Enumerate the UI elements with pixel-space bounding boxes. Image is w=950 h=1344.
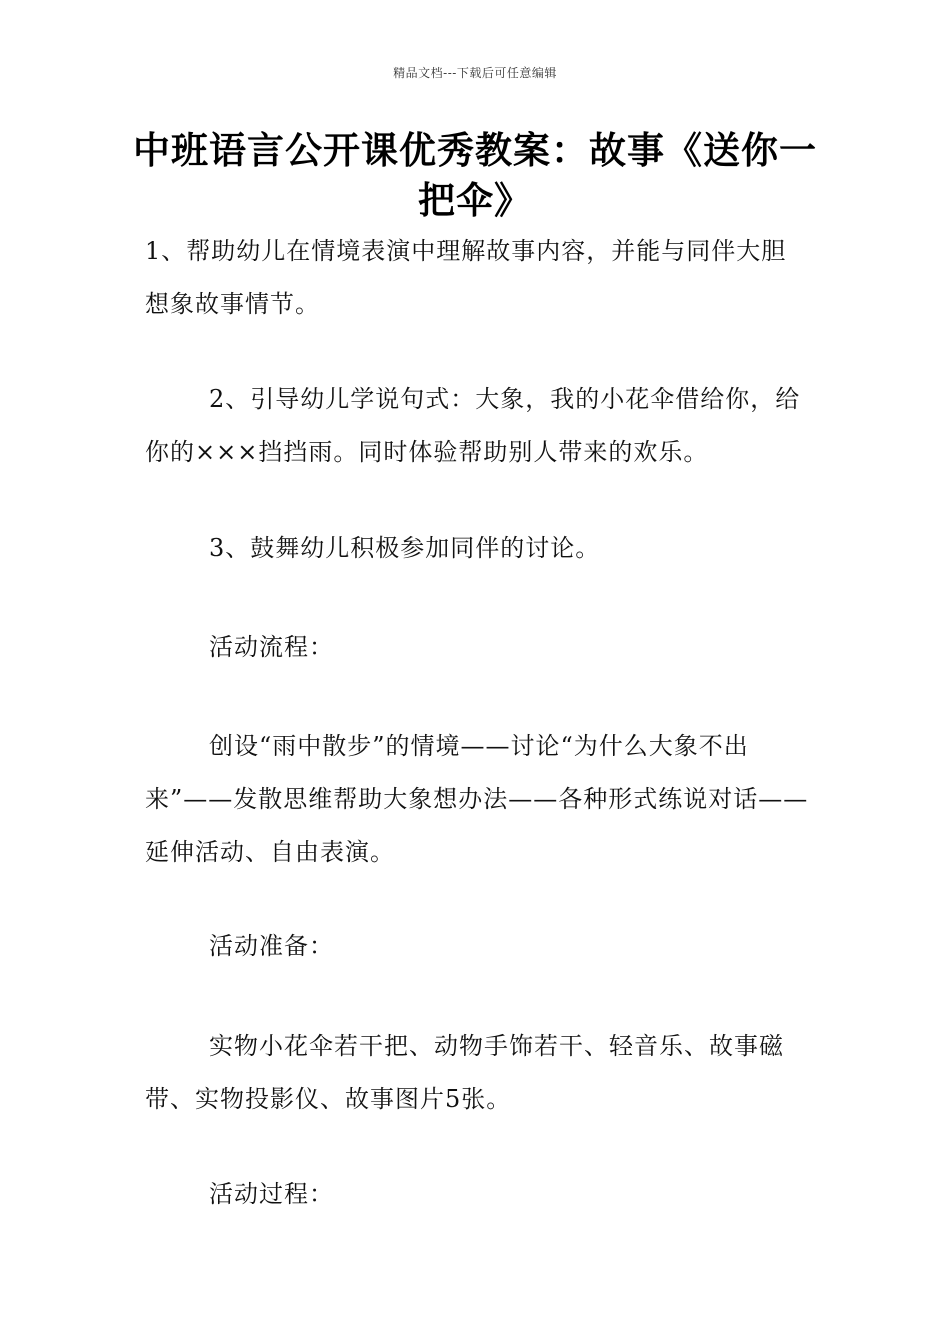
flow-description: 创设“雨中散步”的情境——讨论“为什么大象不出来”——发散思维帮助大象想办法——各种形式练说对话——延伸活动、自由表演。 [145,732,809,866]
section-heading-flow: 活动流程： [209,633,334,661]
objective-1: 1、帮助幼儿在情境表演中理解故事内容，并能与同伴大胆想象故事情节。 [145,237,787,318]
section-heading-preparation: 活动准备： [209,932,334,960]
document-title: 中班语言公开课优秀教案：故事《送你一把伞》 [133,129,817,222]
section-heading-process: 活动过程： [209,1180,334,1208]
objective-2: 2、引导幼儿学说句式：大象，我的小花伞借给你，给你的×××挡挡雨。同时体验帮助别人带来的欢乐。 [145,385,801,466]
header-note: 精品文档---下载后可任意编辑 [393,66,557,80]
objective-3: 3、鼓舞幼儿积极参加同伴的讨论。 [209,534,601,562]
preparation-description: 实物小花伞若干把、动物手饰若干、轻音乐、故事磁带、实物投影仪、故事图片5张。 [145,1032,784,1113]
